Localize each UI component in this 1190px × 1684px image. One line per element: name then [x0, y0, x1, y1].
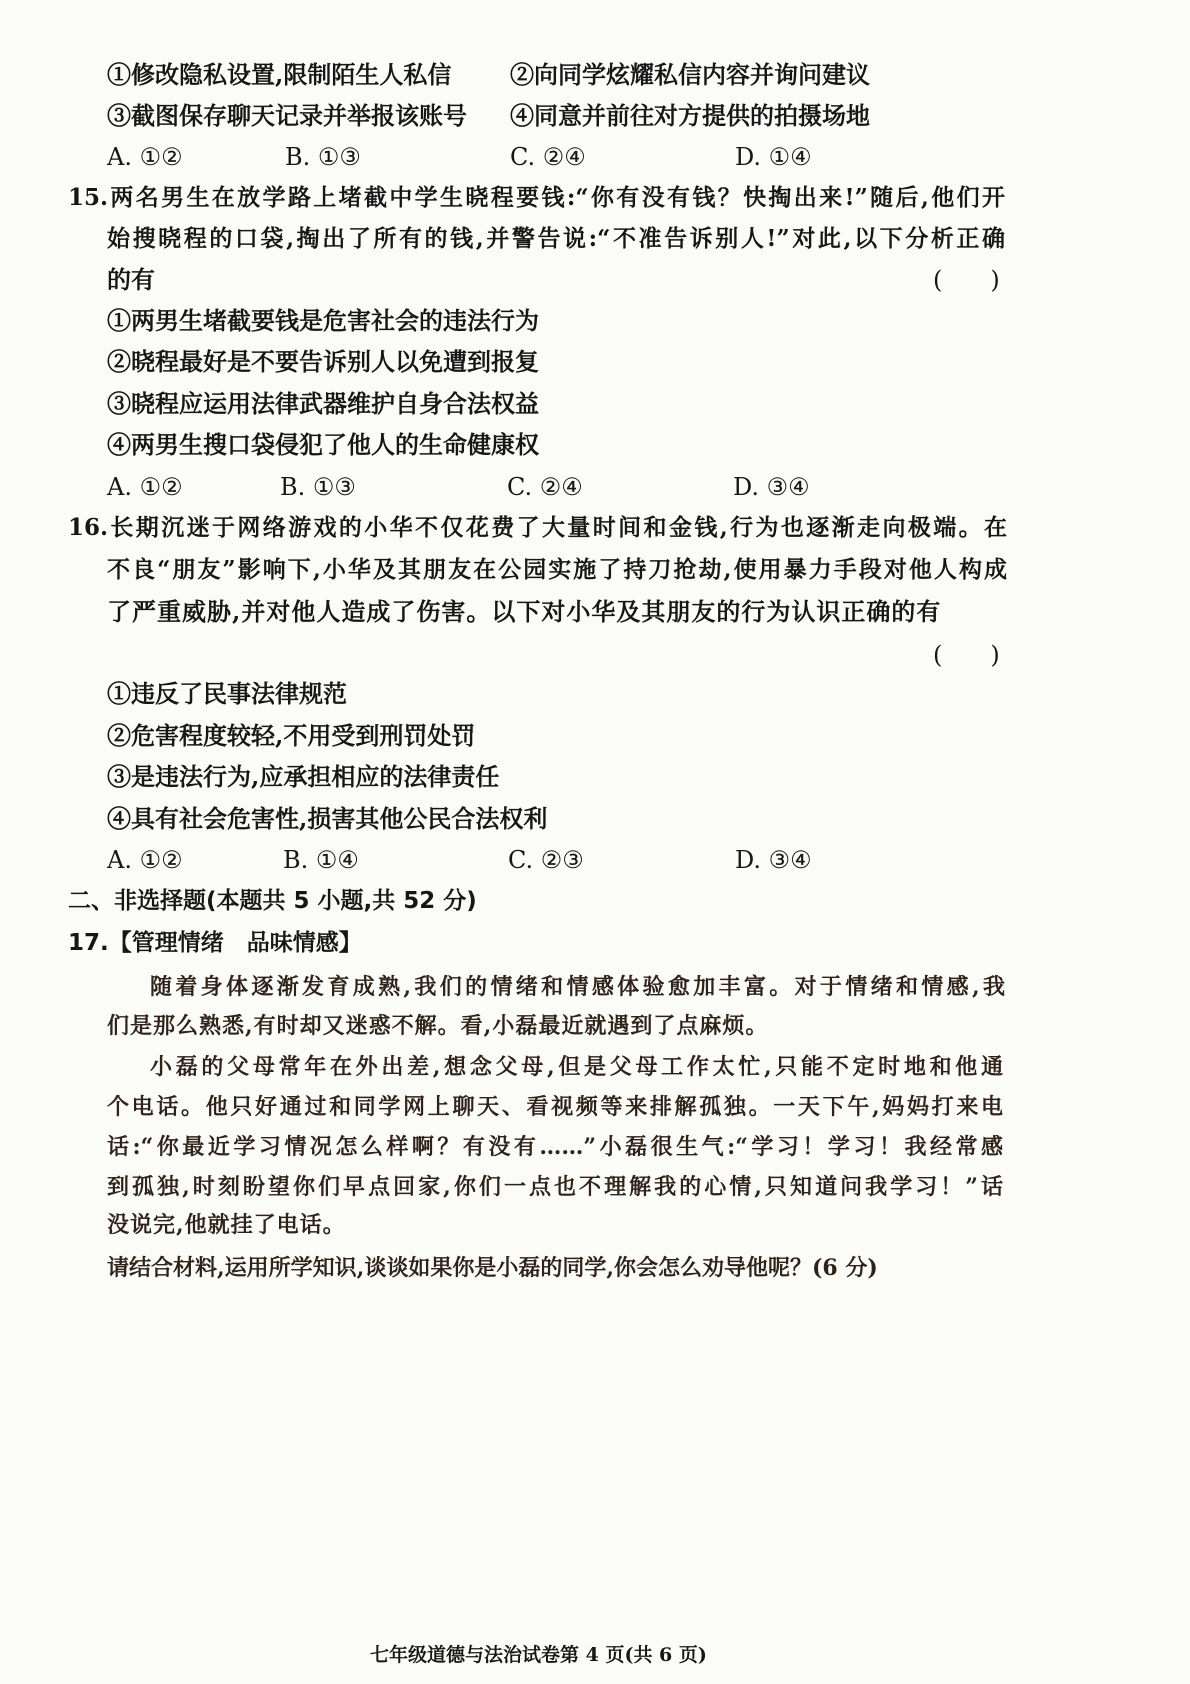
- q17-material-line-2: 们是那么熟悉,有时却又迷惑不解。看,小磊最近就遇到了点麻烦。: [107, 1013, 769, 1039]
- q15-answer-bracket: ( ): [933, 266, 1000, 294]
- q15-statement-4: ④两男生搜口袋侵犯了他人的生命健康权: [107, 430, 539, 459]
- q15-stem-line-3: 的有: [107, 265, 155, 294]
- q16-statement-3: ③是违法行为,应承担相应的法律责任: [107, 762, 500, 791]
- q16-choice-c: C. ②③: [508, 846, 584, 874]
- q14-choice-c: C. ②④: [510, 143, 586, 171]
- q15-choice-b: B. ①③: [280, 473, 356, 501]
- q17-material-line-6: 到孤独,时刻盼望你们早点回家,你们一点也不理解我的心情,只知道问我学习！”话: [107, 1174, 1003, 1200]
- q16-statement-4: ④具有社会危害性,损害其他公民合法权利: [107, 804, 548, 833]
- q14-statement-3: ③截图保存聊天记录并举报该账号: [107, 101, 467, 130]
- q16-stem-line-3: 了严重威胁,并对他人造成了伤害。以下对小华及其朋友的行为认识正确的有: [107, 597, 942, 626]
- q17-material-line-5: 话:“你最近学习情况怎么样啊？有没有……”小磊很生气:“学习！学习！我经常感: [107, 1134, 1003, 1160]
- q15-stem-line-1: 15.两名男生在放学路上堵截中学生晓程要钱:“你有没有钱？快掏出来!”随后,他们开: [68, 184, 1005, 211]
- q17-material-line-4: 个电话。他只好通过和同学网上聊天、看视频等来排解孤独。一天下午,妈妈打来电: [107, 1094, 1003, 1120]
- q14-statement-2: ②向同学炫耀私信内容并询问建议: [510, 60, 870, 89]
- q15-choice-a: A. ①②: [107, 473, 183, 501]
- q15-statement-2: ②晓程最好是不要告诉别人以免遭到报复: [107, 347, 539, 376]
- q14-choice-d: D. ①④: [735, 143, 812, 171]
- q17-material-line-1: 随着身体逐渐发育成熟,我们的情绪和情感体验愈加丰富。对于情绪和情感,我: [150, 974, 1005, 1000]
- q17-material-line-3: 小磊的父母常年在外出差,想念父母,但是父母工作太忙,只能不定时地和他通: [150, 1054, 1003, 1080]
- q15-stem-line-2: 始搜晓程的口袋,掏出了所有的钱,并警告说:“不准告诉别人!”对此,以下分析正确: [107, 225, 1005, 252]
- q16-choice-b: B. ①④: [283, 846, 359, 874]
- page-footer: 七年级道德与法治试卷第 4 页(共 6 页): [370, 1644, 707, 1666]
- q14-statement-1: ①修改隐私设置,限制陌生人私信: [107, 60, 452, 89]
- q14-choice-b: B. ①③: [285, 143, 361, 171]
- q15-choice-c: C. ②④: [507, 473, 583, 501]
- q14-choice-a: A. ①②: [107, 143, 183, 171]
- q16-statement-2: ②危害程度较轻,不用受到刑罚处罚: [107, 721, 476, 750]
- q17-prompt: 请结合材料,运用所学知识,谈谈如果你是小磊的同学,你会怎么劝导他呢？(6 分): [107, 1255, 878, 1281]
- q17-title: 17.【管理情绪 品味情感】: [68, 930, 362, 956]
- q14-statement-4: ④同意并前往对方提供的拍摄场地: [510, 101, 870, 130]
- q16-answer-bracket: ( ): [933, 641, 1000, 669]
- q15-choice-d: D. ③④: [733, 473, 810, 501]
- q16-stem-line-1: 16.长期沉迷于网络游戏的小华不仅花费了大量时间和金钱,行为也逐渐走向极端。在: [68, 514, 1007, 541]
- q16-choice-d: D. ③④: [735, 846, 812, 874]
- q16-stem-line-2: 不良“朋友”影响下,小华及其朋友在公园实施了持刀抢劫,使用暴力手段对他人构成: [107, 556, 1007, 583]
- q17-material-line-7: 没说完,他就挂了电话。: [107, 1212, 346, 1238]
- q15-statement-1: ①两男生堵截要钱是危害社会的违法行为: [107, 306, 539, 335]
- q15-statement-3: ③晓程应运用法律武器维护自身合法权益: [107, 389, 539, 418]
- section-heading: 二、非选择题(本题共 5 小题,共 52 分): [68, 888, 477, 914]
- q16-choice-a: A. ①②: [107, 846, 183, 874]
- q16-statement-1: ①违反了民事法律规范: [107, 679, 347, 708]
